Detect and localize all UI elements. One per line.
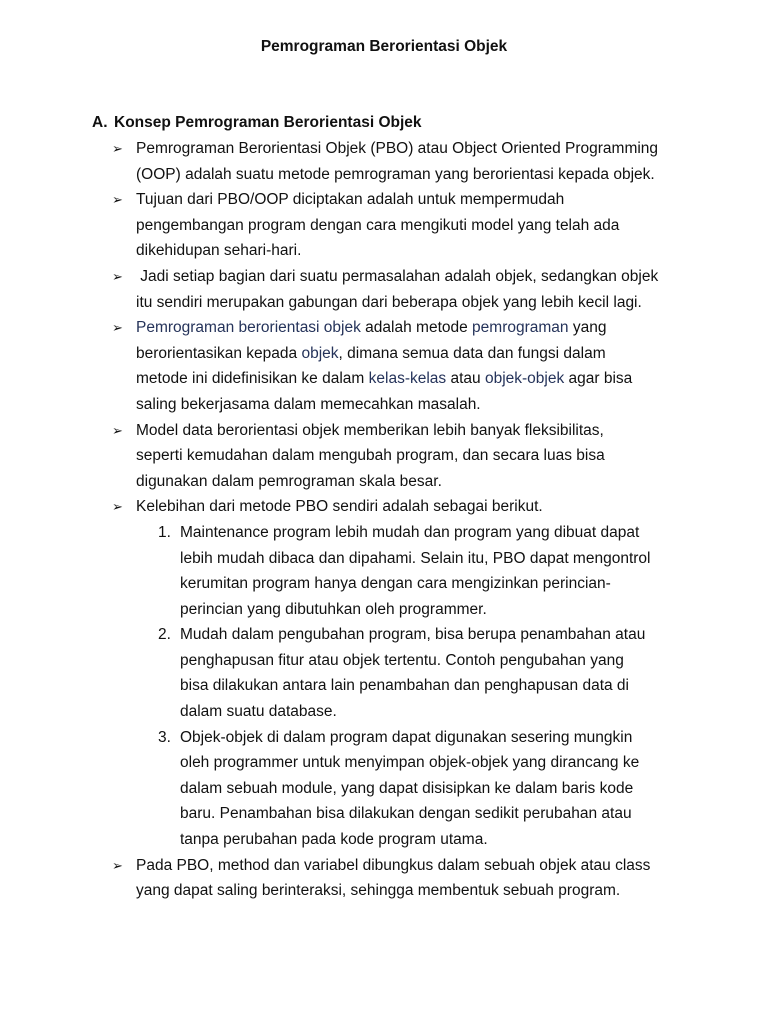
numbered-item (158, 725, 694, 853)
arrow-bullet-icon: ➢ (112, 320, 123, 336)
bullet-line: Kelebihan dari metode PBO sendiri adalah sebagai berikut. (136, 498, 543, 516)
bullet-line: Pada PBO, method dan variabel dibungkus dalam sebuah objek atau class (136, 856, 651, 874)
numbered-item (158, 520, 694, 622)
link-pemrograman[interactable]: pemrograman (472, 319, 569, 337)
bullet-item (114, 494, 694, 852)
link-pemrograman-berorientasi-objek[interactable]: Pemrograman berorientasi objek (136, 319, 361, 337)
numbered-line: dalam sebuah module, yang dapat disisipkan ke dalam baris kode (180, 779, 634, 797)
bullet-line: seperti kemudahan dalam mengubah program, dan secara luas bisa (136, 447, 605, 465)
bullet-item (114, 853, 694, 904)
numbered-line: Objek-objek di dalam program dapat digunakan sesering mungkin (180, 728, 633, 746)
arrow-bullet-icon: ➢ (112, 192, 123, 208)
bullet-line: Pemrograman Berorientasi Objek (PBO) atau Object Oriented Programming (136, 140, 659, 157)
section-heading (92, 112, 422, 134)
bullet-line: Model data berorientasi objek memberikan lebih banyak fleksibilitas, (136, 421, 604, 439)
numbered-line: bisa dilakukan antara lain penambahan dan penghapusan data di (180, 677, 629, 695)
bullet-line: saling bekerjasama dalam memecahkan masalah. (136, 395, 481, 413)
bullet-line: itu sendiri merupakan gabungan dari beberapa objek yang lebih kecil lagi. (136, 293, 642, 311)
numbered-line: lebih mudah dibaca dan dipahami. Selain itu, PBO dapat mengontrol (180, 549, 651, 567)
link-objek-objek[interactable]: objek-objek (484, 370, 565, 388)
arrow-bullet-icon: ➢ (112, 268, 123, 284)
numbered-list (136, 520, 694, 853)
bullet-line: pengembangan program dengan cara mengikuti model yang telah ada (136, 216, 620, 234)
link-objek[interactable]: objek (301, 344, 339, 362)
text-segment: atau (446, 370, 485, 388)
numbered-line: perincian yang dibutuhkan oleh programmer. (180, 600, 487, 618)
bullet-item (114, 136, 694, 187)
bullet-line: yang dapat saling berinteraksi, sehingga membentuk sebuah program. (136, 882, 621, 900)
arrow-bullet-icon: ➢ (112, 499, 123, 515)
bullet-line (136, 315, 694, 341)
document-title: Pemrograman Berorientasi Objek (260, 38, 508, 55)
text-segment: agar bisa (564, 370, 633, 388)
bullet-item (114, 187, 694, 264)
text-segment: berorientasikan kepada (136, 344, 302, 362)
number-marker: 3. (158, 728, 171, 746)
text-segment: yang (568, 319, 607, 337)
numbered-line: oleh programmer untuk menyimpan objek-objek yang dirancang ke (180, 754, 640, 772)
arrow-bullet-icon: ➢ (112, 141, 123, 156)
numbered-line: penghapusan fitur atau objek tertentu. Contoh pengubahan yang (180, 651, 624, 669)
bullet-item (114, 315, 694, 417)
numbered-line: kerumitan program hanya dengan cara mengizinkan perincian- (180, 575, 611, 593)
bullet-line: digunakan dalam pemrograman skala besar. (136, 472, 442, 490)
section-heading-text: Konsep Pemrograman Berorientasi Objek (114, 114, 422, 131)
arrow-bullet-icon: ➢ (112, 422, 123, 438)
numbered-item (158, 622, 694, 724)
bullet-list (114, 136, 694, 904)
numbered-line: tanpa perubahan pada kode program utama. (180, 831, 488, 849)
bullet-line: Tujuan dari PBO/OOP diciptakan adalah untuk mempermudah (136, 191, 565, 209)
bullet-line: dikehidupan sehari-hari. (136, 242, 302, 260)
bullet-line: Jadi setiap bagian dari suatu permasalahan adalah objek, sedangkan objek (136, 267, 659, 285)
bullet-item (114, 264, 694, 315)
bullet-item (114, 418, 694, 495)
numbered-line: dalam suatu database. (180, 703, 337, 721)
section-marker: A. (92, 114, 108, 131)
numbered-line: Maintenance program lebih mudah dan program yang dibuat dapat (180, 523, 640, 541)
number-marker: 1. (158, 523, 171, 541)
bullet-line (136, 341, 694, 367)
bullet-line (136, 366, 694, 392)
number-marker: 2. (158, 626, 171, 644)
link-kelas-kelas[interactable]: kelas-kelas (368, 370, 447, 388)
arrow-bullet-icon: ➢ (112, 857, 123, 873)
bullet-line: (OOP) adalah suatu metode pemrograman yang berorientasi kepada objek. (136, 165, 655, 183)
text-segment: adalah metode (360, 319, 473, 337)
text-segment: , dimana semua data dan fungsi dalam (338, 344, 606, 362)
numbered-line: Mudah dalam pengubahan program, bisa berupa penambahan atau (180, 626, 646, 644)
numbered-line: baru. Penambahan bisa dilakukan dengan sedikit perubahan atau (180, 805, 632, 823)
text-segment: metode ini didefinisikan ke dalam (136, 370, 369, 388)
